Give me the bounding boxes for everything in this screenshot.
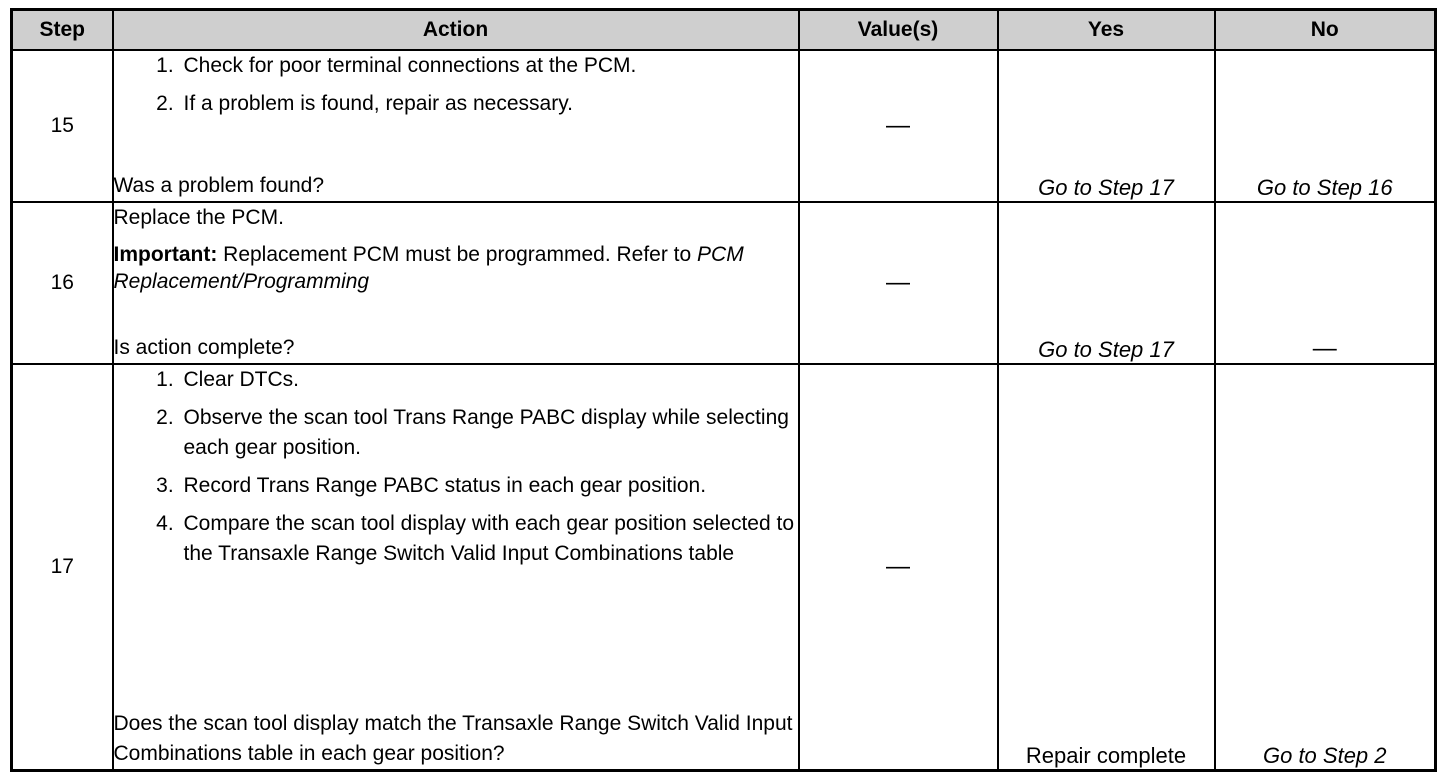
important-label: Important: <box>113 243 218 266</box>
yes-cell <box>998 202 1215 364</box>
yes-result: Repair complete <box>1025 742 1187 768</box>
yes-cell <box>998 364 1215 770</box>
no-cell <box>1215 50 1436 202</box>
step-number: 17 <box>12 364 113 770</box>
action-step-item: 2. Observe the scan tool Trans Range PABC display while selecting each gear position. <box>180 403 798 463</box>
step-number: 15 <box>12 50 113 202</box>
step-number: 16 <box>12 202 113 364</box>
reference-link[interactable]: PCM Replacement/Programming <box>113 243 744 293</box>
value-cell: — <box>799 202 998 364</box>
no-cell <box>1215 364 1436 770</box>
action-question: Was a problem found? <box>113 174 325 197</box>
action-cell <box>113 50 799 202</box>
yes-link[interactable]: Go to Step 17 <box>1038 175 1174 200</box>
no-cell <box>1215 202 1436 364</box>
value-cell: — <box>799 50 998 202</box>
action-question: Is action complete? <box>113 336 295 359</box>
action-step-item: 1. Clear DTCs. <box>180 365 798 395</box>
action-cell <box>113 364 799 770</box>
action-question: Does the scan tool display match the Transaxle Range Switch Valid Input Combinations table in each gear position? <box>113 711 793 765</box>
yes-cell <box>998 50 1215 202</box>
important-note <box>114 241 798 295</box>
action-step-item: 4. Compare the scan tool display with each gear position selected to the Transaxle Range Switch Valid Input Combinations table <box>180 509 798 569</box>
action-steps-list <box>114 51 798 119</box>
header-no: No <box>1215 10 1436 51</box>
header-values: Value(s) <box>799 10 998 51</box>
table-row-step-15 <box>12 50 1436 202</box>
no-dash: — <box>1312 335 1337 362</box>
value-cell: — <box>799 364 998 770</box>
header-row <box>12 10 1436 51</box>
header-action: Action <box>113 10 799 51</box>
action-step-item: 3. Record Trans Range PABC status in each gear position. <box>180 471 798 501</box>
header-step: Step <box>12 10 113 51</box>
table-row-step-16 <box>12 202 1436 364</box>
no-link[interactable]: Go to Step 2 <box>1262 742 1387 768</box>
important-text: Replacement PCM must be programmed. Refer to <box>217 243 698 266</box>
no-link[interactable]: Go to Step 16 <box>1256 175 1393 200</box>
action-step-item: 1. Check for poor terminal connections at the PCM. <box>180 51 798 81</box>
header-yes: Yes <box>998 10 1215 51</box>
action-cell <box>113 202 799 364</box>
table-row-step-17 <box>12 364 1436 770</box>
diagnostic-table <box>10 8 1437 772</box>
yes-link[interactable]: Go to Step 17 <box>1038 337 1174 362</box>
action-steps-list <box>114 365 798 569</box>
action-intro: Replace the PCM. <box>113 206 284 229</box>
diagnostic-table-page <box>10 8 1434 766</box>
action-step-item: 2. If a problem is found, repair as necessary. <box>180 89 798 119</box>
